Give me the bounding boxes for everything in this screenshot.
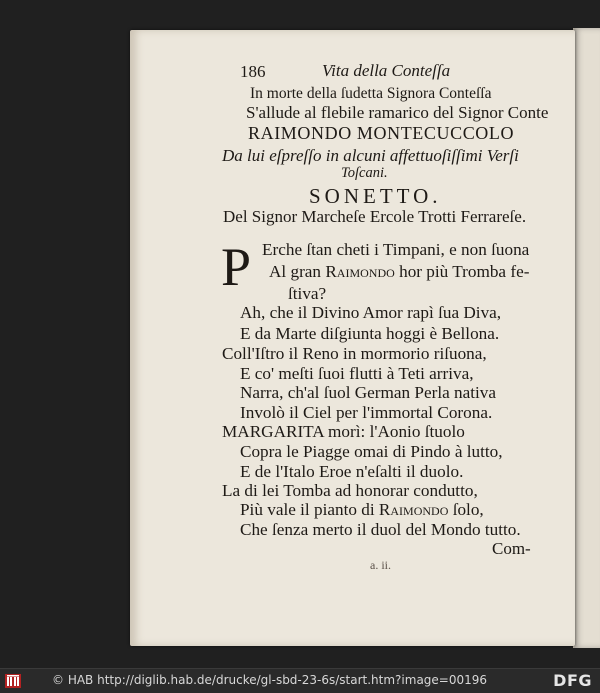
verse-line: MARGARITA morì: l'Aonio ſtuolo [222,422,465,441]
signature-mark: a. ii. [370,558,391,572]
verse-line: Involò il Ciel per l'immortal Corona. [240,403,493,422]
hab-logo-icon [5,674,21,688]
verse-line: Che ſenza merto il duol del Mondo tutto. [240,520,521,539]
title-line-1: In morte della ſudetta Signora Conteſſa [250,85,492,102]
verse-line: Ah, che il Divino Amor rapì ſua Diva, [240,303,502,322]
verse-line: La di lei Tomba ad honorar condutto, [222,481,478,500]
drop-cap: P [221,237,252,297]
title-line-2: S'allude al flebile ramarico del Signor Conte [246,103,549,122]
verse-line: Narra, ch'al ſuol German Perla nativa [240,383,497,402]
catchword: Com- [492,539,531,558]
verse-line: E co' meſti ſuoi flutti à Teti arriva, [240,364,474,383]
copyright-url-text: © HAB http://diglib.hab.de/drucke/gl-sbd-23-6s/start.htm?image=00196 [52,673,488,687]
footer-bar [0,668,600,693]
verse-line: Copra le Piagge omai di Pindo à lutto, [240,442,503,461]
verse-line: Coll'Iſtro il Reno in mormorio riſuona, [222,344,487,363]
verse-line: Erche ſtan cheti i Timpani, e non ſuona [262,240,530,259]
running-head: Vita della Conteſſa [322,61,451,80]
verse-line: E da Marte diſgiunta hoggi è Bellona. [240,324,500,343]
title-line-4: Da lui eſpreſſo in alcuni affettuoſiſſimi Verſi [222,146,519,165]
verse-line: Al gran Raimondo hor più Tromba fe- [269,262,530,281]
verse-line: ſtiva? [288,284,327,303]
author-line: Del Signor Marcheſe Ercole Trotti Ferrareſe. [223,207,527,226]
title-line-3: RAIMONDO MONTECUCCOLO [248,123,515,143]
dfg-logo: DFG [553,671,592,690]
facing-page-edge [573,28,600,648]
verse-line: E de l'Italo Eroe n'eſalti il duolo. [240,462,464,481]
verse-line: Più vale il pianto di Raimondo ſolo, [240,500,484,519]
title-line-5: Toſcani. [341,165,388,181]
page-number: 186 [240,62,266,81]
sonnet-heading: SONETTO. [309,184,442,208]
